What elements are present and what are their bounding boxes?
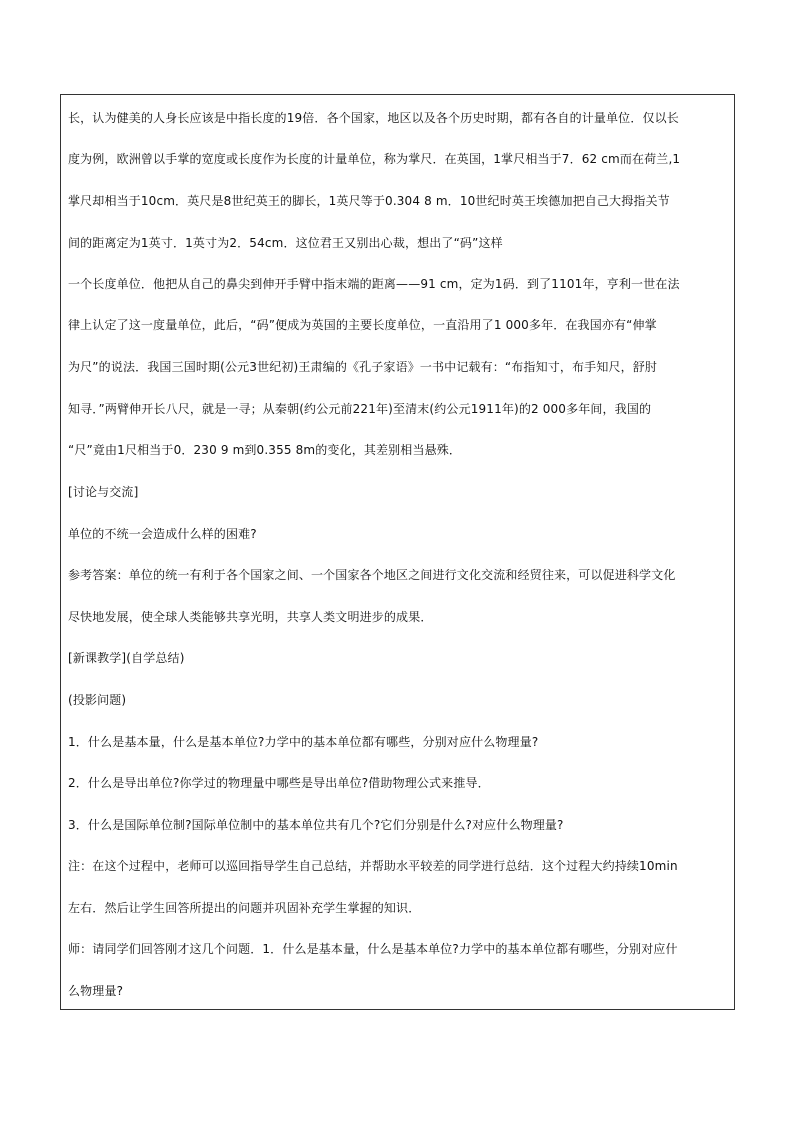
paragraph-line: 长，认为健美的人身长应该是中指长度的19倍．各个国家，地区以及各个历史时期，都有各自的计量单位．仅以长 [68, 111, 679, 125]
paragraph-line: 间的距离定为1英寸．1英寸为2．54cm．这位君王又别出心裁，想出了“码”这样 [68, 236, 503, 250]
question-item-1: 1．什么是基本量，什么是基本单位?力学中的基本单位都有哪些，分别对应什么物理量? [68, 735, 539, 749]
paragraph-line: 度为例，欧洲曾以手掌的宽度或长度作为长度的计量单位，称为掌尺．在英国，1掌尺相当于7．62 cm而在荷兰,1 [68, 152, 681, 166]
paragraph-line: 律上认定了这一度量单位，此后，“码”便成为英国的主要长度单位，一直沿用了1 000多年．在我国亦有“伸掌 [68, 318, 657, 332]
question-item-3: 3．什么是国际单位制?国际单位制中的基本单位共有几个?它们分别是什么?对应什么物理量? [68, 818, 564, 832]
paragraph-line: 为尺”的说法．我国三国时期(公元3世纪初)王肃编的《孔子家语》一书中记载有：“布指知寸，布手知尺，舒肘 [68, 360, 658, 374]
paragraph-line: 掌尺却相当于10cm．英尺是8世纪英王的脚长，1英尺等于0.304 8 m．10世纪时英王埃德加把自己大拇指关节 [68, 194, 670, 208]
answer-line: 参考答案：单位的统一有利于各个国家之间、一个国家各个地区之间进行文化交流和经贸往来，可以促进科学文化 [68, 568, 676, 582]
question-line: 单位的不统一会造成什么样的困难? [68, 527, 257, 541]
question-item-2: 2．什么是导出单位?你学过的物理量中哪些是导出单位?借助物理公式来推导． [68, 776, 490, 790]
paragraph-line: 知寻．”两臂伸开长八尺，就是一寻；从秦朝(约公元前221年)至清末(约公元1911年)的2 000多年间，我国的 [68, 402, 652, 416]
paragraph-line: “尺”竟由1尺相当于0．230 9 m到0.355 8m的变化，其差别相当悬殊． [68, 443, 462, 457]
subheading-projection: (投影问题) [68, 693, 127, 707]
note-line: 左右．然后让学生回答所提出的问题并巩固补充学生掌握的知识． [68, 901, 421, 915]
section-heading-discussion: [讨论与交流] [68, 485, 139, 499]
section-heading-new-lesson: [新课教学](自学总结) [68, 651, 185, 665]
teacher-line: 师：请同学们回答刚才这几个问题．1．什么是基本量，什么是基本单位?力学中的基本单位都有哪些，分别对应什 [68, 942, 678, 956]
note-line: 注：在这个过程中，老师可以巡回指导学生自己总结，并帮助水平较差的同学进行总结．这个过程大约持续10min [68, 859, 678, 873]
teacher-line: 么物理量? [68, 984, 124, 998]
paragraph-line: 一个长度单位．他把从自己的鼻尖到伸开手臂中指末端的距离——91 cm，定为1码．到了1101年，亨利一世在法 [68, 277, 680, 291]
answer-line: 尽快地发展，使全球人类能够共享光明，共享人类文明进步的成果． [68, 610, 433, 624]
